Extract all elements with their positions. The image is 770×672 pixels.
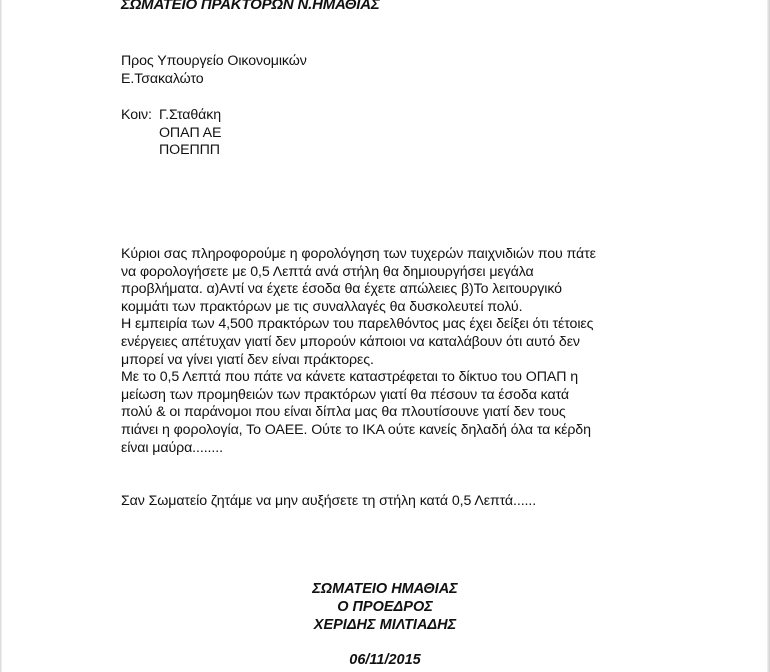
signature-date: 06/11/2015 xyxy=(349,652,421,668)
body-line: Κύριοι σας πληροφορούμε η φορολόγηση των τυχερών παιχνιδιών που πάτε xyxy=(121,246,596,262)
body-line: μπορεί να γίνει γιατί δεν είναι πράκτορες. xyxy=(121,351,374,368)
page-left-edge xyxy=(0,0,2,672)
signature-organization: ΣΩΜΑΤΕΙΟ ΗΜΑΘΙΑΣ xyxy=(312,581,458,597)
body-line: Με το 0,5 Λεπτά που πάτε να κάνετε καταστρέφεται το δίκτυο του ΟΠΑΠ η xyxy=(121,369,579,386)
body-line: ενέργειες απέτυχαν γιατί δεν μπορούν κάποιοι να καταλάβουν ότι αυτό δεν xyxy=(121,333,580,350)
body-line: μείωση των προμηθειών των πρακτόρων γιατί θα πέσουν τα έσοδα κατά xyxy=(121,386,569,403)
organization-header: ΣΩΜΑΤΕΙΟ ΠΡΑΚΤΟΡΩΝ Ν.ΗΜΑΘΙΑΣ xyxy=(121,0,380,13)
cc-label: Κοιν: xyxy=(121,107,152,123)
body-line: είναι μαύρα........ xyxy=(121,439,223,456)
recipient-line-2: Ε.Τσακαλώτο xyxy=(121,71,204,87)
cc-item: ΟΠΑΠ ΑΕ xyxy=(159,125,222,141)
closing-request: Σαν Σωματείο ζητάμε να μην αυξήσετε τη στήλη κατά 0,5 Λεπτά...... xyxy=(121,493,537,509)
body-line: Η εμπειρία των 4,500 πρακτόρων του παρελθόντος μας έχει δείξει ότι τέτοιες xyxy=(121,316,594,333)
cc-item: ΠΟΕΠΠΠ xyxy=(159,142,220,158)
recipient-line-1: Προς Υπουργείο Οικονομικών xyxy=(121,53,307,69)
letter-body xyxy=(121,246,596,457)
body-line: να φορολογήσετε με 0,5 Λεπτά ανά στήλη θα δημιουργήσει μεγάλα xyxy=(121,263,534,280)
cc-item: Γ.Σταθάκη xyxy=(159,107,222,123)
body-line: κομμάτι των πρακτόρων με τις συναλλαγές θα δυσκολευτεί πολύ. xyxy=(121,298,523,315)
signature-name: ΧΕΡΙΔΗΣ ΜΙΛΤΙΑΔΗΣ xyxy=(313,617,457,633)
body-line: προβλήματα. α)Αντί να έχετε έσοδα θα έχετε απώλειες β)Το λειτουργικό xyxy=(121,281,562,298)
signature-title: Ο ΠΡΟΕΔΡΟΣ xyxy=(337,599,433,615)
body-line: πιάνει η φορολογία, Το ΟΑΕΕ. Ούτε το ΙΚΑ ούτε κανείς δηλαδή όλα τα κέρδη xyxy=(121,421,591,438)
body-line: πολύ & οι παράνομοι που είναι δίπλα μας θα πλουτίσουνε γιατί δεν τους xyxy=(121,404,566,421)
